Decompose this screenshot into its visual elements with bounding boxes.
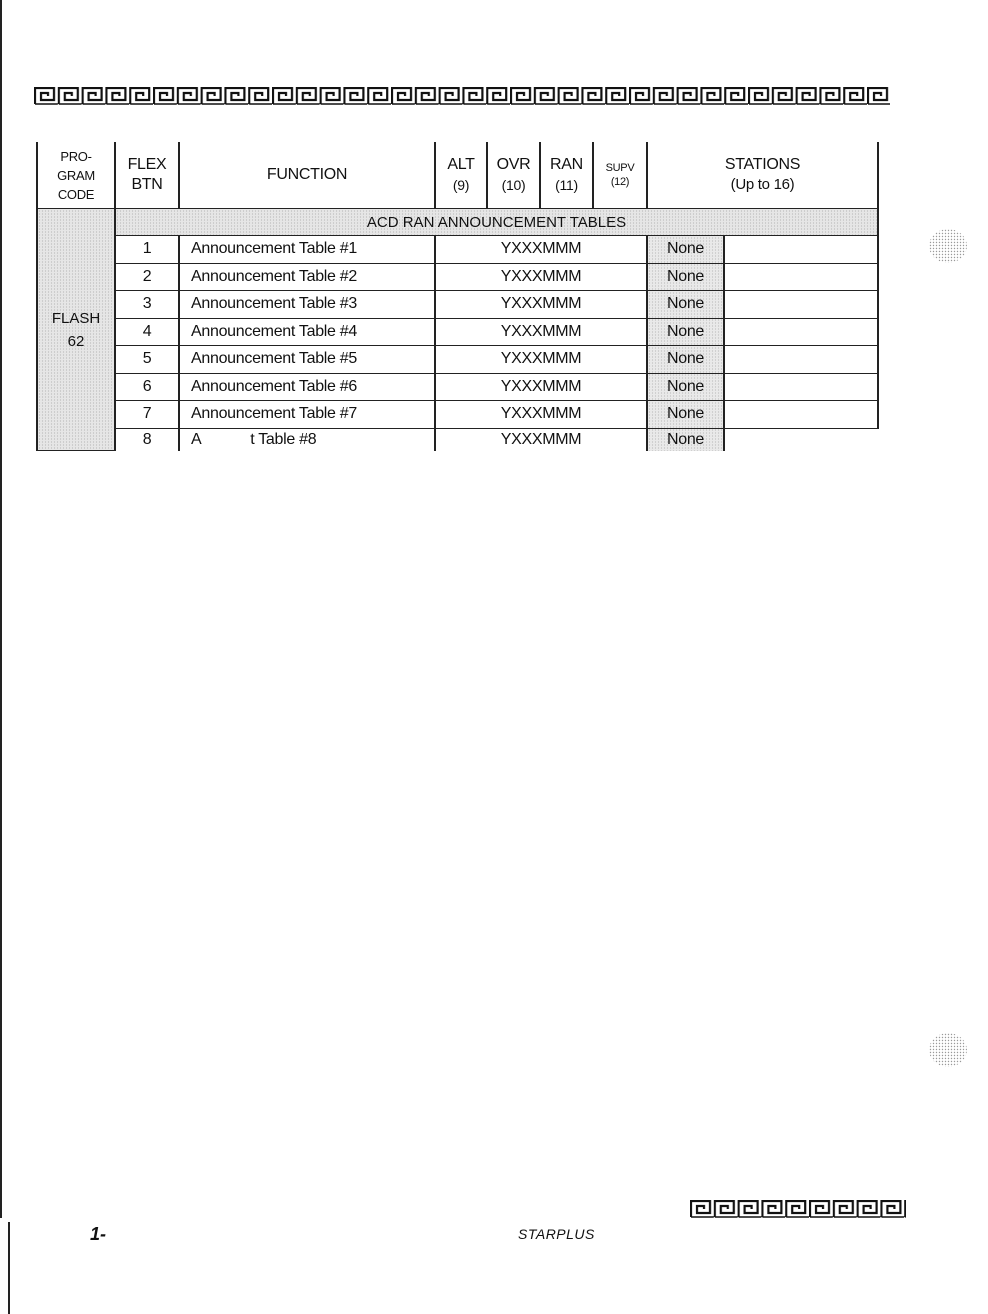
- table-row: [37, 373, 878, 401]
- header-stations: STATIONS (Up to 16): [647, 142, 878, 209]
- stations-blank: [724, 428, 878, 451]
- product-name: STARPLUS: [518, 1226, 595, 1242]
- table-row: [37, 428, 878, 451]
- left-margin-rule: [0, 0, 2, 1218]
- stations-blank: [724, 346, 878, 374]
- greek-key-border-top: [34, 87, 890, 105]
- value-format: YXXXMMM: [435, 318, 647, 346]
- stations-blank: [724, 291, 878, 319]
- stations-blank: [724, 373, 878, 401]
- flex-btn-number: 5: [115, 346, 179, 374]
- table-row: [37, 318, 878, 346]
- function-label: Announcement Table #3: [179, 291, 435, 319]
- program-code-cell: FLASH 62: [37, 209, 115, 451]
- table-row: [37, 263, 878, 291]
- value-format: YXXXMMM: [435, 428, 647, 451]
- stations-value: None: [647, 236, 724, 264]
- flex-btn-number: 2: [115, 263, 179, 291]
- stations-value: None: [647, 373, 724, 401]
- stations-value: None: [647, 263, 724, 291]
- header-function: FUNCTION: [179, 142, 435, 209]
- section-title: ACD RAN ANNOUNCEMENT TABLES: [115, 209, 878, 236]
- stations-blank: [724, 263, 878, 291]
- value-format: YXXXMMM: [435, 346, 647, 374]
- flash62-program-table: [36, 142, 879, 451]
- stations-value: None: [647, 291, 724, 319]
- function-label: Announcement Table #1: [179, 236, 435, 264]
- punch-hole-dots-icon: [926, 1030, 970, 1070]
- stations-blank: [724, 401, 878, 429]
- function-label: Announcement Table #2: [179, 263, 435, 291]
- value-format: YXXXMMM: [435, 373, 647, 401]
- header-supv: SUPV (12): [593, 142, 647, 209]
- value-format: YXXXMMM: [435, 401, 647, 429]
- table-header: [37, 142, 878, 209]
- stations-value: None: [647, 318, 724, 346]
- function-label: A t Table #8: [179, 428, 435, 451]
- flex-btn-number: 8: [115, 428, 179, 451]
- function-label: Announcement Table #7: [179, 401, 435, 429]
- header-flex-btn: FLEX BTN: [115, 142, 179, 209]
- table-row: [37, 236, 878, 264]
- flex-btn-number: 7: [115, 401, 179, 429]
- header-program-code: PRO- GRAM CODE: [37, 142, 115, 209]
- value-format: YXXXMMM: [435, 291, 647, 319]
- flex-btn-number: 4: [115, 318, 179, 346]
- value-format: YXXXMMM: [435, 263, 647, 291]
- greek-key-border-bottom: [690, 1200, 906, 1218]
- table-row: [37, 346, 878, 374]
- table-row: [37, 401, 878, 429]
- page-number: 1-: [90, 1224, 107, 1244]
- flex-btn-number: 3: [115, 291, 179, 319]
- function-label: Announcement Table #4: [179, 318, 435, 346]
- function-label: Announcement Table #6: [179, 373, 435, 401]
- table-row: [37, 291, 878, 319]
- stations-value: None: [647, 428, 724, 451]
- stations-blank: [724, 236, 878, 264]
- header-ovr: OVR (10): [487, 142, 540, 209]
- left-margin-rule-lower: [8, 1222, 10, 1314]
- header-alt: ALT (9): [435, 142, 487, 209]
- function-label: Announcement Table #5: [179, 346, 435, 374]
- stations-value: None: [647, 401, 724, 429]
- section-banner: [37, 209, 878, 236]
- stations-blank: [724, 318, 878, 346]
- punch-hole-dots-icon: [926, 226, 970, 266]
- header-ran: RAN (11): [540, 142, 593, 209]
- value-format: YXXXMMM: [435, 236, 647, 264]
- flex-btn-number: 6: [115, 373, 179, 401]
- flex-btn-number: 1: [115, 236, 179, 264]
- stations-value: None: [647, 346, 724, 374]
